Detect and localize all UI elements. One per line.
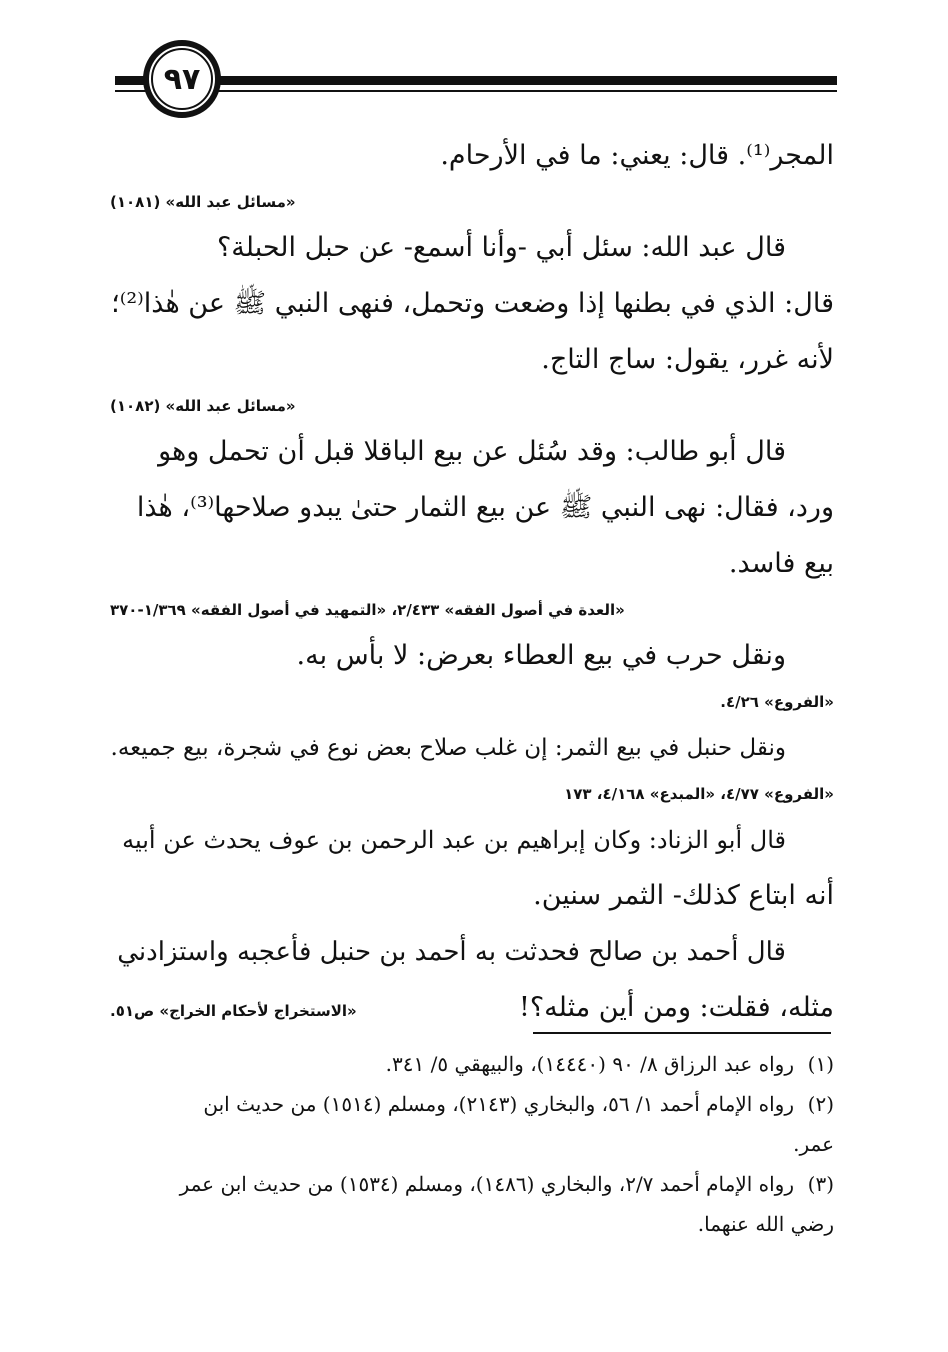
last-line-row xyxy=(110,980,834,1039)
source-citation: «العدة في أصول الفقه» ٢/٤٣٣، «التمهيد في أصول الفقه» ١/٣٦٩-٣٧٠ xyxy=(110,601,625,619)
main-text xyxy=(110,128,834,1039)
footnote-text: رواه الإمام أحمد ٢/٧، والبخاري (١٤٨٦)، ومسلم (١٥٣٤) من حديث ابن عمر xyxy=(179,1172,794,1196)
footnote-2 xyxy=(110,1084,834,1124)
footnote-text: رواه الإمام أحمد ١/ ٥٦، والبخاري (٢١٤٣)، ومسلم (١٥١٤) من حديث ابن xyxy=(203,1092,794,1116)
footnote-text: رواه عبد الرزاق ٨/ ٩٠ (١٤٤٤٠)، والبيهقي ٥/ ٣٤١. xyxy=(385,1052,794,1076)
footnotes xyxy=(110,1044,834,1244)
footnote-number: (١) xyxy=(807,1052,834,1076)
text-line: ونقل حنبل في بيع الثمر: إن غلب صلاح بعض نوع في شجرة، بيع جميعه. xyxy=(110,735,786,761)
footnote-number: (٣) xyxy=(807,1172,834,1196)
footnote-number: (٢) xyxy=(807,1092,834,1116)
footnote-3 xyxy=(110,1164,834,1204)
text-line: قال: الذي في بطنها إذا وضعت وتحمل، فنهى النبي ﷺ عن هٰذا⁽²⁾؛ xyxy=(111,288,834,319)
text-line: مثله، فقلت: ومن أين مثله؟! xyxy=(518,992,834,1023)
source-citation: «مسائل عبد الله» (١٠٨١) xyxy=(110,193,296,211)
text-line: المجر⁽¹⁾. قال: يعني: ما في الأرحام. xyxy=(440,140,834,171)
page-number-text: ٩٧ xyxy=(163,61,201,97)
text-line: ورد، فقال: نهى النبي ﷺ عن بيع الثمار حتىٰ يبدو صلاحها⁽³⁾، هٰذا xyxy=(136,492,834,523)
source-citation: «الفروع» ٤/٧٧، «المبدع» ٤/١٦٨، ١٧٣ xyxy=(564,785,834,803)
text-line: قال أبو الزناد: وكان إبراهيم بن عبد الرحمن بن عوف يحدث عن أبيه xyxy=(122,826,786,854)
text-line: أنه ابتاع كذلك- الثمر سنين. xyxy=(533,880,834,911)
page-header xyxy=(0,0,948,120)
page-number xyxy=(143,40,221,118)
text-line: ونقل حرب في بيع العطاء بعرض: لا بأس به. xyxy=(296,640,786,671)
source-citation: «مسائل عبد الله» (١٠٨٢) xyxy=(110,397,296,415)
source-citation: «الفروع» ٤/٢٦. xyxy=(720,693,834,711)
text-line: قال عبد الله: سئل أبي -وأنا أسمع- عن حبل الحبلة؟ xyxy=(216,232,786,263)
source-citation: «الاستخراج لأحكام الخراج» ص٥١. xyxy=(110,1002,357,1020)
footnote-3-continued: رضي الله عنهما. xyxy=(697,1212,834,1236)
footnote-2-continued: عمر. xyxy=(793,1132,834,1156)
text-line: لأنه غرر، يقول: ساج التاج. xyxy=(541,344,834,375)
text-line: بيع فاسد. xyxy=(728,548,834,579)
text-line: قال أحمد بن صالح فحدثت به أحمد بن حنبل فأعجبه واستزادني xyxy=(117,937,786,967)
footnote-1 xyxy=(110,1044,834,1084)
header-rule-thick xyxy=(115,76,837,85)
text-line: قال أبو طالب: وقد سُئل عن بيع الباقلا قبل أن تحمل وهو xyxy=(158,436,786,467)
footnote-separator xyxy=(533,1032,831,1034)
header-rule-thin xyxy=(115,90,837,92)
